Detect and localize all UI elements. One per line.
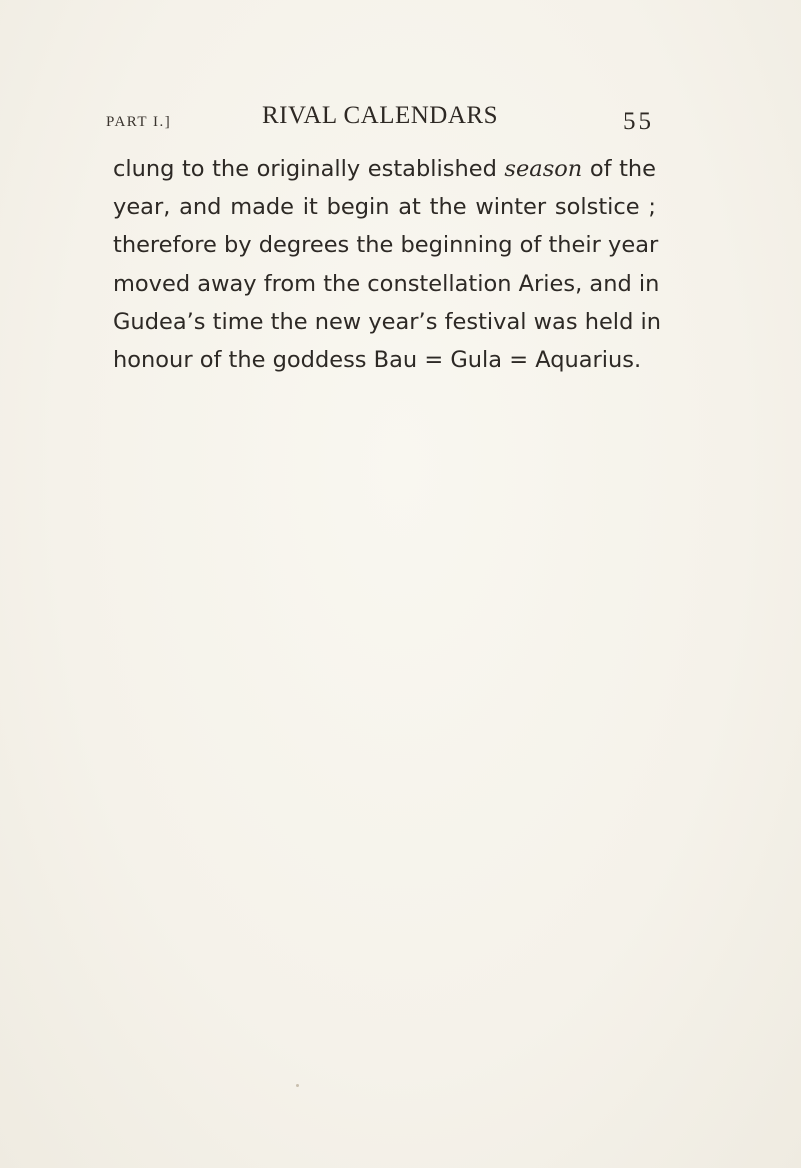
text-line: Gudea’s time the new year’s festival was held in [113, 308, 662, 335]
body-paragraph [113, 150, 662, 379]
page-number: 55 [623, 108, 654, 135]
italic-word: season [504, 156, 583, 182]
text-line [113, 150, 656, 188]
running-head [106, 100, 654, 140]
text-line: year, and made it begin at the winter solstice ; [113, 194, 656, 221]
text-line: honour of the goddess Bau = Gula = Aquarius. [113, 346, 642, 373]
text-line: therefore by degrees the beginning of their year [113, 232, 659, 259]
part-label: PART I.] [106, 114, 172, 130]
paper-speck [296, 1084, 299, 1087]
text-segment: clung to the originally established [113, 156, 505, 182]
text-line: moved away from the constellation Aries, and in [113, 270, 660, 297]
page-title: RIVAL CALENDARS [262, 102, 498, 129]
text-segment: of the [582, 156, 657, 182]
